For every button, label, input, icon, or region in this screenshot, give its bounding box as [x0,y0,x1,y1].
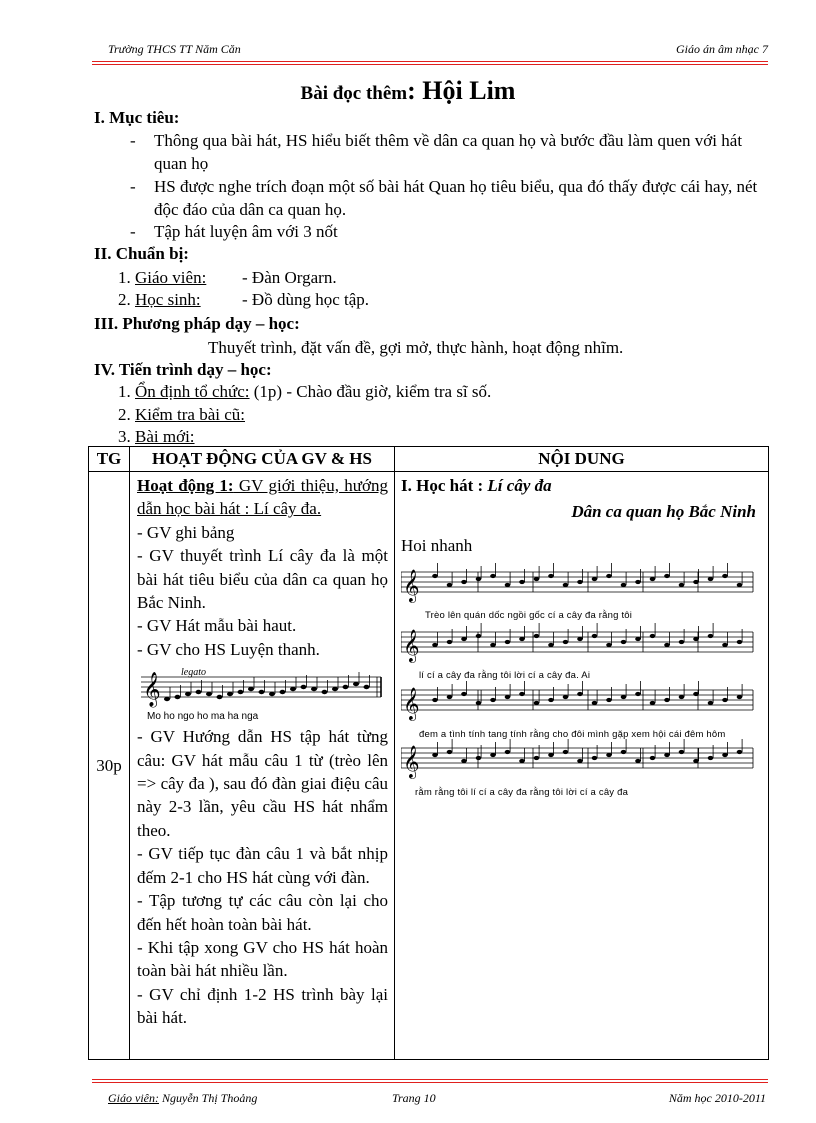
section-process-heading: IV. Tiến trình dạy – học: [94,360,272,379]
note-head [505,640,511,644]
note-head [534,756,540,760]
footer-teacher: Giáo viên: Nguyễn Thị Thoảng [108,1091,258,1105]
note-head [432,698,438,702]
lesson-table [88,446,769,1060]
activity-line: - Tập tương tự các câu còn lại cho đến hết hoàn toàn bài hát. [137,891,388,934]
note-head [548,574,554,578]
note-head [476,634,482,638]
note-head [606,643,612,647]
note-head [519,759,525,763]
objective-item: - Thông qua bài hát, HS hiểu biết thêm về dân ca quan họ và bước đầu làm quen với hát quan họ [154,130,774,175]
note-head [563,695,569,699]
note-head [621,750,627,754]
note-head [269,692,275,696]
activity-line: - GV chỉ định 1-2 HS trình bày lại bài hát. [137,984,388,1028]
note-head [708,634,714,638]
note-head [606,574,612,578]
note-head [259,690,265,694]
note-head [621,695,627,699]
note-head [650,756,656,760]
note-head [217,695,223,699]
treble-clef: 𝄞 [403,569,420,602]
note-head [534,577,540,581]
treble-clef: 𝄞 [403,687,420,720]
note-head [606,753,612,757]
table-header-content: NỘI DUNG [395,447,769,472]
svg-text:𝄞: 𝄞 [143,672,161,708]
note-head [635,692,641,696]
lyric-line-2: lí cí a cây đa rằng tôi lời cí a cây đa. Ai [419,670,591,681]
note-head [592,701,598,705]
note-head [432,753,438,757]
note-head [693,692,699,696]
note-head [563,583,569,587]
note-head [722,643,728,647]
note-head [432,643,438,647]
time-cell: 30p [89,472,130,1060]
note-head [505,583,511,587]
note-head [185,692,191,696]
note-head [364,685,370,689]
activity-line: - GV thuyết trình Lí cây đa là một bài hát tiêu biểu của dân ca quan họ Bắc Ninh. [137,546,388,613]
note-head [737,750,743,754]
note-head [227,692,233,696]
prep-item-student: 2. Học sinh: [118,290,201,309]
footer-divider-2 [92,1082,768,1083]
note-head [563,750,569,754]
footer-divider [92,1079,768,1080]
note-head [447,583,453,587]
note-head [708,701,714,705]
song-score [401,562,761,802]
note-head [248,687,254,691]
note-head [432,574,438,578]
note-head [447,640,453,644]
note-head [650,577,656,581]
note-head [650,701,656,705]
note-head [693,759,699,763]
note-head [196,690,202,694]
footer-year: Năm học 2010-2011 [668,1091,766,1105]
note-head [505,695,511,699]
note-head [577,637,583,641]
song-origin: Dân ca quan họ Bắc Ninh [571,502,756,521]
note-head [353,682,359,686]
objective-item: - HS được nghe trích đoạn một số bài hát Quan họ tiêu biểu, qua đó thấy được cái hay, nét độc đáo của dân ca quan họ. [154,176,774,221]
prep-value-teacher: - Đàn Orgarn. [242,268,337,287]
note-head [519,637,525,641]
note-head [301,685,307,689]
header-subject: Giáo án âm nhạc 7 [676,42,768,56]
content-cell [395,472,769,1060]
note-head [476,701,482,705]
note-head [577,580,583,584]
note-head [461,692,467,696]
note-head [311,687,317,691]
section-method-heading: III. Phương pháp dạy – học: [94,314,300,333]
lyric-line-3: đem a tình tính tang tính rằng cho đôi mình gặp xem hội cái đêm hôm [419,729,726,740]
activity-line: - GV Hướng dẫn HS tập hát từng câu: GV hát mẫu câu 1 từ (trèo lên => cây đa ), sau đó đàn giai điệu câu này 2-3 lần, yêu cầu HS hát nhẩm theo. [137,727,388,840]
note-head [650,634,656,638]
note-head [447,750,453,754]
note-head [164,697,170,701]
note-head [175,695,181,699]
note-head [679,695,685,699]
note-head [519,692,525,696]
process-item: 3. Bài mới: [118,427,195,446]
method-text: Thuyết trình, đặt vấn đề, gợi mở, thực hành, hoạt động nhĩm. [208,338,624,357]
note-head [722,753,728,757]
note-head [737,583,743,587]
note-head [322,690,328,694]
note-head [476,577,482,581]
note-head [722,698,728,702]
note-head [664,698,670,702]
note-head [592,756,598,760]
note-head [490,643,496,647]
activity-title: Hoạt động 1: GV giới thiệu, hướng dẫn học bài hát : Lí cây đa. [137,476,388,519]
note-head [505,750,511,754]
note-head [490,698,496,702]
treble-clef: 𝄞 [403,745,420,778]
section-preparation-heading: II. Chuẩn bị: [94,244,189,263]
note-head [722,574,728,578]
note-head [519,580,525,584]
note-head [577,759,583,763]
tempo-marking: Hoi nhanh [401,536,473,555]
note-head [664,643,670,647]
note-head [577,692,583,696]
note-head [490,753,496,757]
note-head [592,634,598,638]
lyric-line-1: Trèo lên quán dốc ngồi gốc cí a cây đa rằng tôi [425,610,633,621]
note-head [280,690,286,694]
note-head [635,759,641,763]
note-head [461,580,467,584]
vocalise-score [137,661,388,725]
note-head [534,634,540,638]
table-header-activity: HOẠT ĐỘNG CỦA GV & HS [130,447,395,472]
note-head [534,701,540,705]
page-title: Bài đọc thêm: Hội Lim [300,76,516,105]
activity-line: - Khi tập xong GV cho HS hát hoàn toàn bài hát nhiều lần. [137,937,388,981]
content-heading: I. Học hát : Lí cây đa [401,476,552,495]
table-header-time: TG [89,447,130,472]
note-head [548,753,554,757]
note-head [461,759,467,763]
note-head [476,756,482,760]
note-head [343,685,349,689]
note-head [206,692,212,696]
note-head [238,690,244,694]
process-item: 2. Kiểm tra bài cũ: [118,405,245,424]
activity-line: - GV cho HS Luyện thanh. [137,639,320,659]
vocalise-lyric: Mo ho ngo ho ma ha nga [147,711,259,723]
note-head [635,580,641,584]
process-item: 1. Ổn định tổ chức: (1p) - Chào đầu giờ, kiểm tra sĩ số. [118,382,492,401]
header-school: Trường THCS TT Năm Căn [108,42,241,56]
note-head [737,695,743,699]
note-head [606,698,612,702]
note-head [548,643,554,647]
objective-item: - Tập hát luyện âm với 3 nốt [154,221,774,244]
activity-line: - GV ghi bảng [137,522,235,542]
activity-line: - GV tiếp tục đàn câu 1 và bắt nhịp đếm 2-1 cho HS hát cùng với đàn. [137,844,388,887]
note-head [621,640,627,644]
note-head [290,687,296,691]
note-head [737,640,743,644]
note-head [693,637,699,641]
note-head [708,756,714,760]
footer-page: Trang 10 [392,1091,436,1105]
note-head [664,753,670,757]
note-head [592,577,598,581]
activity-cell [130,472,395,1060]
note-head [664,574,670,578]
note-head [708,577,714,581]
note-head [447,695,453,699]
note-head [461,637,467,641]
note-head [563,640,569,644]
note-head [548,698,554,702]
lyric-line-4: rằm rằng tôi lí cí a cây đa rằng tôi lời cí a cây đa [415,787,629,798]
activity-line: - GV Hát mẫu bài haut. [137,616,297,636]
note-head [679,640,685,644]
header-divider-2 [92,64,768,65]
note-head [621,583,627,587]
note-head [693,580,699,584]
note-head [635,637,641,641]
legato-marking: legato [181,667,206,679]
header-divider [92,61,768,62]
note-head [332,687,338,691]
prep-value-student: - Đồ dùng học tập. [242,290,370,309]
treble-clef: 𝄞 [403,629,420,662]
note-head [679,750,685,754]
section-objectives-heading: I. Mục tiêu: [94,108,180,127]
prep-item-teacher: 1. Giáo viên: [118,268,207,287]
note-head [679,583,685,587]
note-head [490,574,496,578]
